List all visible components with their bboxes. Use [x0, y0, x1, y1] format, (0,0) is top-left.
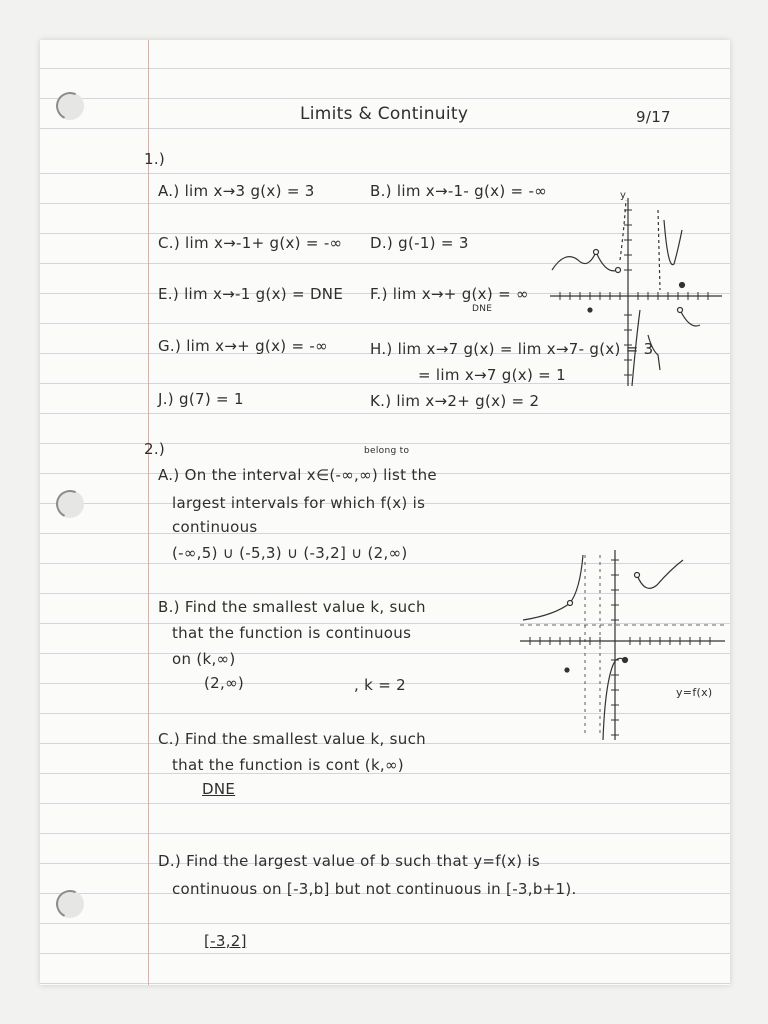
graph-f-label: y=f(x): [676, 686, 713, 699]
graph-g: [540, 190, 730, 390]
answer-1f-note: DNE: [472, 304, 493, 314]
question-2a-line1: A.) On the interval x∈(-∞,∞) list the: [158, 466, 437, 484]
question-2a-line3: continuous: [172, 518, 258, 536]
question-2d-line1: D.) Find the largest value of b such that y=f(x) is: [158, 852, 540, 870]
graph-g-y-label: y: [620, 190, 626, 201]
answer-1d: D.) g(-1) = 3: [370, 234, 469, 252]
page-title: Limits & Continuity: [300, 104, 469, 124]
answer-1e: E.) lim x→-1 g(x) = DNE: [158, 285, 344, 303]
question-2b-line2: that the function is continuous: [172, 624, 412, 642]
answer-1k: K.) lim x→2+ g(x) = 2: [370, 392, 540, 410]
question-2c-line1: C.) Find the smallest value k, such: [158, 730, 426, 748]
answer-1a: A.) lim x→3 g(x) = 3: [158, 182, 315, 200]
annotation-belong-to: belong to: [364, 446, 410, 456]
answer-1g: G.) lim x→+ g(x) = -∞: [158, 337, 328, 355]
graph-g-curve-mid: [632, 310, 640, 386]
graph-f: [515, 545, 730, 745]
answer-1h-cont: = lim x→7 g(x) = 1: [418, 366, 566, 384]
answer-1b: B.) lim x→-1- g(x) = -∞: [370, 182, 547, 200]
answer-2b-k: , k = 2: [354, 676, 406, 694]
page-date: 9/17: [636, 108, 671, 126]
answer-1f: F.) lim x→+ g(x) = ∞: [370, 285, 529, 303]
answer-2c: DNE: [202, 780, 236, 798]
question-2d-line2: continuous on [-3,b] but not continuous in [-3,b+1).: [172, 880, 577, 898]
graph-f-curve-mid: [603, 658, 625, 740]
graph-f-curve-right: [637, 560, 683, 588]
question-2b-line1: B.) Find the smallest value k, such: [158, 598, 426, 616]
answer-2d: [-3,2]: [204, 932, 247, 950]
answer-2a: (-∞,5) ∪ (-5,3) ∪ (-3,2] ∪ (2,∞): [172, 544, 408, 562]
problem-2-number: 2.): [144, 440, 166, 458]
answer-1c: C.) lim x→-1+ g(x) = -∞: [158, 234, 343, 252]
graph-g-curve-left: [552, 252, 618, 271]
graph-g-curve-right: [664, 220, 682, 265]
margin-line: [148, 40, 149, 985]
question-2b-line3: on (k,∞): [172, 650, 236, 668]
answer-1h: H.) lim x→7 g(x) = lim x→7- g(x) = 3: [370, 340, 654, 358]
question-2c-line2: that the function is cont (k,∞): [172, 756, 404, 774]
answer-2b-interval: (2,∞): [204, 674, 245, 692]
graph-f-curve-left: [523, 555, 583, 620]
question-2a-line2: largest intervals for which f(x) is: [172, 494, 426, 512]
answer-1j: J.) g(7) = 1: [158, 390, 244, 408]
problem-1-number: 1.): [144, 150, 166, 168]
